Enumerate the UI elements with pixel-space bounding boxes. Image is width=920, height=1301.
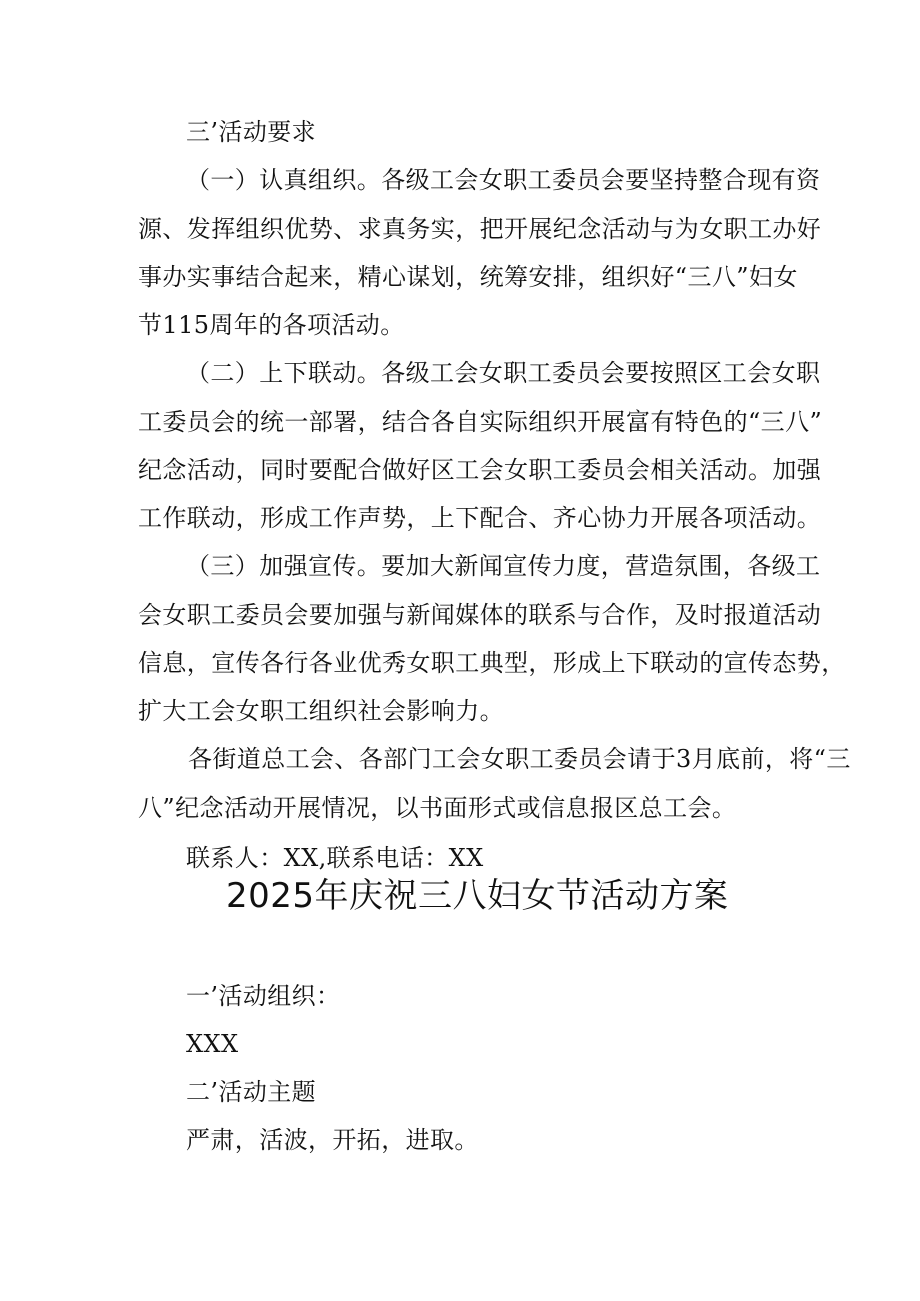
- page-title: 2025年庆祝三八妇女节活动方案: [226, 876, 729, 916]
- section2-body: 严肃，活波，开拓，进取。: [186, 1126, 479, 1154]
- section2-heading: 二’活动主题: [186, 1078, 317, 1106]
- contact-line: 联系人：XX,联系电话：XX: [186, 844, 484, 872]
- item3-line-3: 信息，宣传各行各业优秀女职工典型，形成上下联动的宣传态势，: [138, 649, 846, 677]
- item1-line-2: 源、发挥组织优势、求真务实，把开展纪念活动与为女职工办好: [138, 215, 822, 243]
- item3-line-1: （三）加强宣传。要加大新闻宣传力度，营造氛围，各级工: [186, 552, 821, 580]
- item1-line-4: 节115周年的各项活动。: [138, 311, 405, 339]
- section3-heading: 三’活动要求: [186, 118, 317, 146]
- section1-body: XXX: [186, 1030, 239, 1058]
- item3-line-2: 会女职工委员会要加强与新闻媒体的联系与合作，及时报道活动: [138, 601, 822, 629]
- item2-line-1: （二）上下联动。各级工会女职工委员会要按照区工会女职: [186, 359, 821, 387]
- closing-line-2: 八”纪念活动开展情况，以书面形式或信息报区总工会。: [138, 794, 737, 822]
- closing-line-1: 各街道总工会、各部门工会女职工委员会请于3月底前，将“三: [188, 745, 851, 773]
- item2-line-4: 工作联动，形成工作声势，上下配合、齐心协力开展各项活动。: [138, 504, 822, 532]
- item3-line-4: 扩大工会女职工组织社会影响力。: [138, 697, 504, 725]
- item1-line-1: （一）认真组织。各级工会女职工委员会要坚持整合现有资: [186, 166, 821, 194]
- item1-line-3: 事办实事结合起来，精心谋划，统筹安排，组织好“三八”妇女: [138, 263, 798, 291]
- item2-line-3: 纪念活动，同时要配合做好区工会女职工委员会相关活动。加强: [138, 456, 822, 484]
- item2-line-2: 工委员会的统一部署，结合各自实际组织开展富有特色的“三八”: [138, 408, 823, 436]
- section1-heading: 一’活动组织：: [186, 982, 341, 1010]
